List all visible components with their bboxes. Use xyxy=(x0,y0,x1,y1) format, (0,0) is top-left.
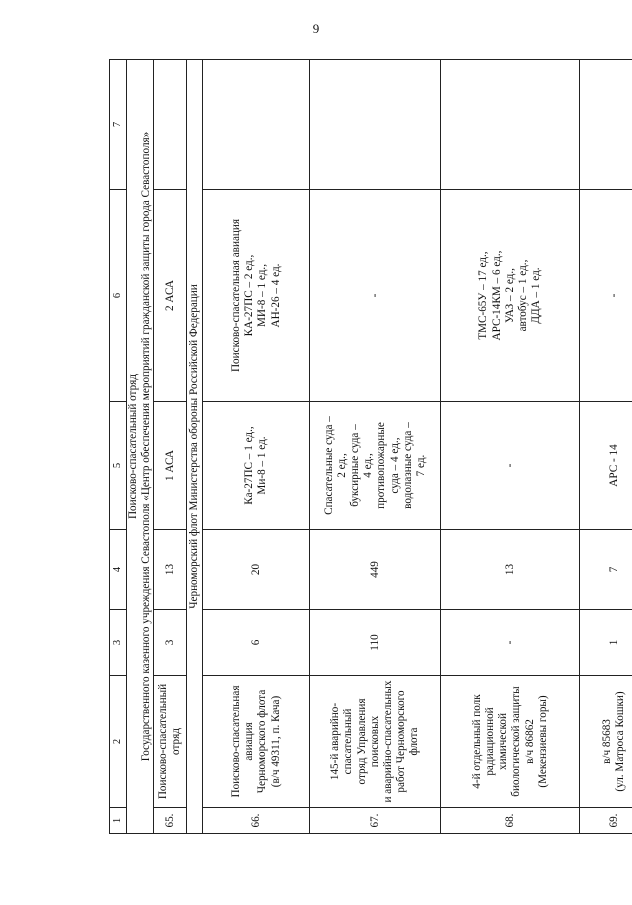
text-line: АН-26 – 4 ед. xyxy=(269,263,282,328)
text-line: Поисково-спасательная xyxy=(230,685,242,798)
table-row xyxy=(580,60,632,834)
cell-col4: 20 xyxy=(203,530,310,610)
col-number: 6 xyxy=(110,190,127,402)
text-line: биологической защиты xyxy=(510,686,523,797)
col-number: 7 xyxy=(110,60,127,190)
row-number: 68. xyxy=(441,808,580,834)
unit-name xyxy=(441,676,580,808)
text-line: АРС-14КМ – 6 ед., xyxy=(490,250,503,341)
text-line: - xyxy=(503,463,516,468)
resources-table xyxy=(109,59,632,834)
cell-col5 xyxy=(580,402,632,530)
row-number: 65. xyxy=(154,808,187,834)
cell-col5 xyxy=(154,402,187,530)
cell-col4: 13 xyxy=(154,530,187,610)
row-number: 67. xyxy=(310,808,441,834)
text-line: отряд Управления поисковых xyxy=(355,698,381,785)
text-line: - xyxy=(368,293,381,298)
col-number: 1 xyxy=(110,808,127,834)
text-line: в/ч 86862 xyxy=(523,719,536,764)
cell-col4: 449 xyxy=(310,530,441,610)
section-heading-line: Государственного казенного учреждения Севастополя «Центр обеспечения мероприятий гражданской защиты города Севастополя» xyxy=(140,131,153,762)
cell-col6 xyxy=(154,190,187,402)
row-number: 66. xyxy=(203,808,310,834)
text-line: 4 ед., xyxy=(362,453,375,478)
text-line: работ Черноморского флота xyxy=(395,690,421,793)
cell-col6 xyxy=(441,190,580,402)
col-number: 5 xyxy=(110,402,127,530)
text-line: радиационной химической xyxy=(484,707,510,776)
section-heading-line: Поисково-спасательный отряд xyxy=(127,373,139,520)
cell-col4: 13 xyxy=(441,530,580,610)
row-number: 69. xyxy=(580,808,632,834)
table-row xyxy=(154,60,187,834)
unit-name xyxy=(154,676,187,808)
text-line: 1 АСА xyxy=(163,450,176,481)
unit-name xyxy=(310,676,441,808)
text-line: Черноморского флота xyxy=(256,689,269,794)
text-line: КА-27ПС – 2 ед., xyxy=(243,254,256,337)
text-line: 2 ед., xyxy=(335,453,348,478)
text-line: противопожарные xyxy=(375,422,388,509)
section-header-row xyxy=(127,60,154,834)
cell-col6 xyxy=(310,190,441,402)
text-line: Спасательные суда – xyxy=(322,416,335,515)
cell-col7 xyxy=(441,60,580,190)
text-line: авиация xyxy=(243,722,256,761)
rotated-table-container xyxy=(109,60,632,834)
cell-col3: 110 xyxy=(310,610,441,676)
text-line: МИ-8 – 1 ед., xyxy=(256,263,269,328)
table-row xyxy=(203,60,310,834)
text-line: ТМС-65У – 17 ед., xyxy=(477,251,490,340)
text-line: Ка-27ПС – 1 ед., xyxy=(243,426,256,505)
text-line: 4-й отдельный полк xyxy=(470,694,483,789)
text-line: водолазные суда – xyxy=(401,422,414,509)
text-line: и аварийно-спасательных xyxy=(382,680,395,803)
text-line: (в/ч 49311, п. Кача) xyxy=(269,695,282,788)
text-line: 145-й аварийно-спасательный xyxy=(329,702,355,781)
text-line: автобус – 1 ед., xyxy=(517,259,530,332)
unit-name xyxy=(203,676,310,808)
page-number: 9 xyxy=(312,21,320,36)
table-row xyxy=(441,60,580,834)
col-number: 2 xyxy=(110,676,127,808)
text-line: (Мекензиевы горы) xyxy=(536,695,549,788)
text-line: 7 ед. xyxy=(415,454,428,477)
unit-name xyxy=(580,676,632,808)
column-number-row xyxy=(110,60,127,834)
text-line: Поисково-спасательный отряд xyxy=(157,683,183,800)
col-number: 3 xyxy=(110,610,127,676)
text-line: - xyxy=(607,293,620,298)
text-line: суда – 4 ед., xyxy=(388,437,401,494)
cell-col5 xyxy=(203,402,310,530)
cell-col3: - xyxy=(441,610,580,676)
text-line: АРС - 14 xyxy=(607,444,620,487)
text-line: в/ч 85683 xyxy=(601,719,614,764)
cell-col4: 7 xyxy=(580,530,632,610)
cell-col6 xyxy=(203,190,310,402)
text-line: Ми-8 – 1 ед. xyxy=(256,436,269,495)
cell-col5 xyxy=(310,402,441,530)
text-line: Поисково-спасательная авиация xyxy=(230,218,242,373)
section-heading xyxy=(127,60,154,834)
text-line: (ул. Матроса Кошки) xyxy=(614,691,627,792)
cell-col7 xyxy=(203,60,310,190)
section-heading: Черноморский флот Министерства обороны Российской Федерации xyxy=(187,60,203,834)
section-header-row xyxy=(187,60,203,834)
cell-col7 xyxy=(310,60,441,190)
cell-col6 xyxy=(580,190,632,402)
text-line: 2 АСА xyxy=(163,280,176,311)
cell-col3: 3 xyxy=(154,610,187,676)
text-line: УАЗ – 2 ед., xyxy=(503,268,516,323)
table-row xyxy=(310,60,441,834)
cell-col5 xyxy=(441,402,580,530)
cell-col3: 6 xyxy=(203,610,310,676)
cell-col7 xyxy=(580,60,632,190)
cell-col3: 1 xyxy=(580,610,632,676)
text-line: ДДА – 1 ед. xyxy=(530,267,543,324)
text-line: буксирные суда – xyxy=(349,424,361,507)
cell-col7 xyxy=(154,60,187,190)
col-number: 4 xyxy=(110,530,127,610)
